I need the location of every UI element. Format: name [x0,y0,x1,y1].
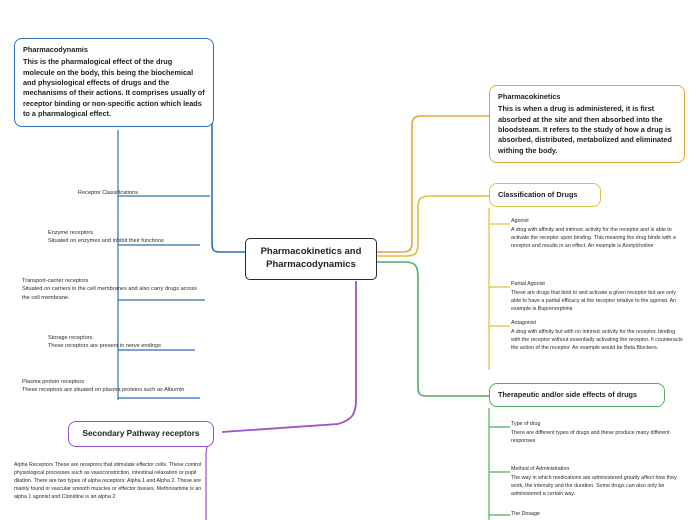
branch-pharmacokinetics[interactable] [489,85,685,163]
leaf-transport-carrier-title: Transport-carrier receptors [22,278,89,284]
branch-classification-of-drugs[interactable] [489,183,601,207]
leaf-enzyme-receptors-body: Situated on enzymes and inhibit their functions [48,238,164,245]
leaf-transport-carrier-body: Situated on carriers in the cell membranes and also carry drugs across the cell membrane. [22,286,198,301]
leaf-storage-receptors[interactable] [48,334,193,351]
leaf-enzyme-receptors[interactable] [48,229,198,246]
subleaf-antagonist-body: A drug with affinity but with no intrinsic activity for the receptor, binding with the receptor without essentially activating the receptor. It counteracts the action of the receptor. An example would be Beta Blockers. [511,328,683,351]
subleaf-alpha-receptors[interactable] [14,462,204,502]
branch-therapeutic-effects[interactable] [489,383,665,407]
subleaf-alpha-receptors-title: Alpha Receptors [14,462,54,468]
subleaf-type-of-drug-body: There are different types of drugs and these produce many different responses [511,429,670,444]
branch-pharmacodynamics-body: This is the pharmalogical effect of the drug molecule on the body, this being the biochemical and physiological effects of drugs and the mechanisms of their actions. It comprises usually of receptor binding or non-specific action which leads to a pharmalogical effect. [23,57,205,119]
subleaf-agonist-title: Agonist [511,218,529,224]
subleaf-the-dosage[interactable] [511,511,686,520]
leaf-storage-receptors-title: Storage receptors [48,335,93,341]
leaf-receptor-classifications[interactable] [78,189,208,197]
subleaf-alpha-receptors-body: These are receptors that stimulate effector cells. These control physiological processes such as vasoconstriction, intestinal relaxation or pupil dilation. There are two types of alpha receptors: Alpha 1 and Alpha 2. These are mainly found in vascular smooth muscles or effector tissues. Methoxamine is an alpha 1 agonist and Clonidine is an alpha 2 [14,462,202,500]
subleaf-method-of-administration-title: Method of Administration [511,466,570,472]
branch-therapeutic-title: Therapeutic and/or side effects of drugs [498,390,638,399]
leaf-storage-receptors-body: These receptors are present in nerve endings [48,343,161,350]
subleaf-agonist-body: A drug with affinity and intrinsic activity for the receptor and is able to activate the receptor upon binding. This meaning the drug binds with a receptor and results in an effect. An example is Acetylcholine [511,226,676,249]
subleaf-antagonist[interactable] [511,320,686,353]
subleaf-partial-agonist-title: Partial Agonist [511,281,545,287]
subleaf-type-of-drug-title: Type of drug [511,421,541,427]
subleaf-partial-agonist-body: These are drugs that bind to and activate a given receptor but are only able to have a partial efficacy at the receptor relative to the agonist. An example is Buprenorphine [511,289,677,312]
leaf-plasma-protein-body: These receptors are situated on plasma proteins such as Albumin [22,387,185,394]
leaf-receptor-classifications-title: Receptor Classifications [78,190,139,196]
branch-pharmacokinetics-body: This is when a drug is administered, it is first absorbed at the site and then absorbed into the bloodsteam. It refers to the study of how a drug is absorbed, distributed, metabolized and eliminated withing the body. [498,104,672,155]
subleaf-method-of-administration-body: The way in which medications are administered greatly affect how they work, the intensity and the duration. Some drugs can also only be administered a certain way. [511,474,677,497]
branch-classification-title: Classification of Drugs [498,190,578,199]
central-topic[interactable] [245,238,377,280]
subleaf-antagonist-title: Antagonist [511,320,537,326]
central-topic-label: Pharmacokinetics and Pharmacodynamics [260,246,362,270]
branch-pharmacokinetics-title: Pharmacokinetics [498,92,561,101]
subleaf-type-of-drug[interactable] [511,421,686,446]
subleaf-partial-agonist[interactable] [511,281,686,314]
branch-secondary-title: Secondary Pathway receptors [82,429,200,438]
subleaf-agonist[interactable] [511,218,686,251]
leaf-enzyme-receptors-title: Enzyme receptors [48,230,94,236]
subleaf-the-dosage-title: The Dosage [511,511,540,517]
subleaf-method-of-administration[interactable] [511,466,686,499]
branch-secondary-pathway-receptors[interactable] [68,421,214,447]
branch-pharmacodynamics[interactable] [14,38,214,127]
leaf-plasma-protein-title: Plasma protein receptors [22,379,85,385]
leaf-plasma-protein-receptors[interactable] [22,378,200,395]
branch-pharmacodynamics-title: Pharmacodynamis [23,45,88,54]
leaf-transport-carrier-receptors[interactable] [22,277,202,302]
